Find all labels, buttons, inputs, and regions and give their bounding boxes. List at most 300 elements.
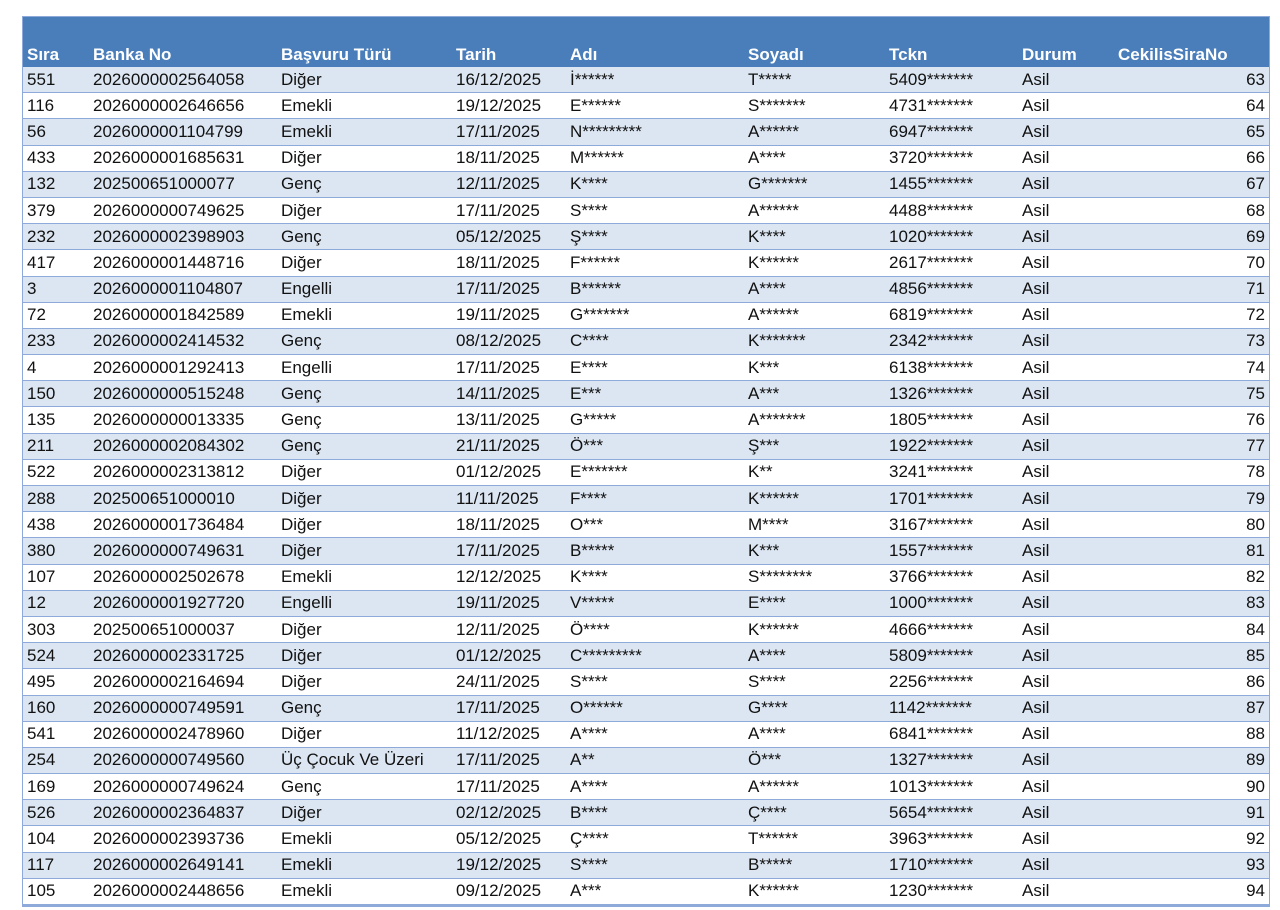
cell-adi: E**** xyxy=(566,355,744,381)
cell-adi: İ****** xyxy=(566,67,744,93)
cell-basvuru-turu: Genç xyxy=(277,171,452,197)
cell-durum: Asil xyxy=(1018,355,1114,381)
cell-soyadi: K** xyxy=(744,459,885,485)
cell-durum: Asil xyxy=(1018,302,1114,328)
cell-sira: 417 xyxy=(23,250,89,276)
cell-sira: 233 xyxy=(23,328,89,354)
cell-adi: A*** xyxy=(566,878,744,904)
cell-cekilis-sira-no: 65 xyxy=(1114,119,1269,145)
table-row[interactable] xyxy=(23,774,1269,800)
cell-durum: Asil xyxy=(1018,800,1114,826)
cell-sira: 551 xyxy=(23,67,89,93)
cell-adi: V***** xyxy=(566,590,744,616)
cell-tckn: 1805******* xyxy=(885,407,1018,433)
cell-sira: 132 xyxy=(23,171,89,197)
table-row[interactable] xyxy=(23,407,1269,433)
cell-banka-no: 2026000002398903 xyxy=(89,224,277,250)
cell-adi: C**** xyxy=(566,328,744,354)
cell-soyadi: Ö*** xyxy=(744,747,885,773)
cell-banka-no: 2026000002564058 xyxy=(89,67,277,93)
cell-soyadi: K*** xyxy=(744,538,885,564)
cell-banka-no: 2026000002364837 xyxy=(89,800,277,826)
table-row[interactable] xyxy=(23,381,1269,407)
cell-basvuru-turu: Emekli xyxy=(277,878,452,904)
cell-adi: Ö**** xyxy=(566,616,744,642)
cell-banka-no: 2026000002478960 xyxy=(89,721,277,747)
cell-cekilis-sira-no: 78 xyxy=(1114,459,1269,485)
cell-adi: K**** xyxy=(566,171,744,197)
cell-soyadi: A******* xyxy=(744,407,885,433)
cell-durum: Asil xyxy=(1018,774,1114,800)
cell-tckn: 1000******* xyxy=(885,590,1018,616)
cell-adi: B**** xyxy=(566,800,744,826)
table-row[interactable] xyxy=(23,355,1269,381)
cell-basvuru-turu: Diğer xyxy=(277,669,452,695)
cell-basvuru-turu: Genç xyxy=(277,224,452,250)
table-row[interactable] xyxy=(23,538,1269,564)
table-row[interactable] xyxy=(23,695,1269,721)
cell-tarih: 02/12/2025 xyxy=(452,800,566,826)
cell-tckn: 1142******* xyxy=(885,695,1018,721)
cell-soyadi: Ş*** xyxy=(744,433,885,459)
cell-tarih: 18/11/2025 xyxy=(452,145,566,171)
cell-adi: O****** xyxy=(566,695,744,721)
cell-cekilis-sira-no: 85 xyxy=(1114,643,1269,669)
cell-soyadi: Ç**** xyxy=(744,800,885,826)
cell-cekilis-sira-no: 94 xyxy=(1114,878,1269,904)
table-row[interactable] xyxy=(23,145,1269,171)
cell-soyadi: A****** xyxy=(744,774,885,800)
cell-basvuru-turu: Diğer xyxy=(277,800,452,826)
cell-basvuru-turu: Diğer xyxy=(277,486,452,512)
table-row[interactable] xyxy=(23,93,1269,119)
cell-sira: 303 xyxy=(23,616,89,642)
cell-sira: 379 xyxy=(23,197,89,223)
cell-cekilis-sira-no: 93 xyxy=(1114,852,1269,878)
cell-cekilis-sira-no: 81 xyxy=(1114,538,1269,564)
cell-adi: E******* xyxy=(566,459,744,485)
table-row[interactable] xyxy=(23,512,1269,538)
cell-sira: 288 xyxy=(23,486,89,512)
cell-tckn: 1710******* xyxy=(885,852,1018,878)
cell-soyadi: K******* xyxy=(744,328,885,354)
cell-tckn: 5409******* xyxy=(885,67,1018,93)
cell-banka-no: 2026000002331725 xyxy=(89,643,277,669)
table-row[interactable] xyxy=(23,328,1269,354)
cell-adi: K**** xyxy=(566,564,744,590)
cell-durum: Asil xyxy=(1018,433,1114,459)
cell-durum: Asil xyxy=(1018,250,1114,276)
cell-sira: 150 xyxy=(23,381,89,407)
cell-basvuru-turu: Genç xyxy=(277,381,452,407)
cell-tckn: 3963******* xyxy=(885,826,1018,852)
table-row[interactable] xyxy=(23,643,1269,669)
cell-sira: 160 xyxy=(23,695,89,721)
cell-cekilis-sira-no: 80 xyxy=(1114,512,1269,538)
cell-banka-no: 2026000000013335 xyxy=(89,407,277,433)
cell-durum: Asil xyxy=(1018,407,1114,433)
cell-banka-no: 2026000001685631 xyxy=(89,145,277,171)
cell-tarih: 24/11/2025 xyxy=(452,669,566,695)
cell-tarih: 11/11/2025 xyxy=(452,486,566,512)
cell-soyadi: A**** xyxy=(744,721,885,747)
cell-soyadi: A*** xyxy=(744,381,885,407)
cell-cekilis-sira-no: 63 xyxy=(1114,67,1269,93)
cell-tckn: 6138******* xyxy=(885,355,1018,381)
cell-soyadi: A****** xyxy=(744,197,885,223)
cell-banka-no: 2026000001842589 xyxy=(89,302,277,328)
cell-banka-no: 2026000002414532 xyxy=(89,328,277,354)
cell-soyadi: K****** xyxy=(744,250,885,276)
cell-durum: Asil xyxy=(1018,486,1114,512)
cell-banka-no: 2026000000749624 xyxy=(89,774,277,800)
cell-soyadi: B***** xyxy=(744,852,885,878)
cell-tarih: 21/11/2025 xyxy=(452,433,566,459)
cell-banka-no: 2026000000749631 xyxy=(89,538,277,564)
cell-sira: 380 xyxy=(23,538,89,564)
cell-basvuru-turu: Diğer xyxy=(277,459,452,485)
cell-tarih: 16/12/2025 xyxy=(452,67,566,93)
cell-tarih: 17/11/2025 xyxy=(452,355,566,381)
cell-adi: M****** xyxy=(566,145,744,171)
cell-cekilis-sira-no: 88 xyxy=(1114,721,1269,747)
cell-durum: Asil xyxy=(1018,67,1114,93)
cell-tarih: 17/11/2025 xyxy=(452,774,566,800)
cell-cekilis-sira-no: 84 xyxy=(1114,616,1269,642)
cell-tarih: 09/12/2025 xyxy=(452,878,566,904)
cell-banka-no: 2026000001448716 xyxy=(89,250,277,276)
cell-cekilis-sira-no: 69 xyxy=(1114,224,1269,250)
cell-soyadi: S**** xyxy=(744,669,885,695)
cell-sira: 56 xyxy=(23,119,89,145)
cell-cekilis-sira-no: 86 xyxy=(1114,669,1269,695)
cell-tckn: 3167******* xyxy=(885,512,1018,538)
cell-soyadi: A**** xyxy=(744,643,885,669)
cell-durum: Asil xyxy=(1018,145,1114,171)
cell-sira: 541 xyxy=(23,721,89,747)
cell-banka-no: 2026000002164694 xyxy=(89,669,277,695)
cell-tckn: 6841******* xyxy=(885,721,1018,747)
table-row[interactable] xyxy=(23,486,1269,512)
cell-adi: A**** xyxy=(566,721,744,747)
cell-tarih: 14/11/2025 xyxy=(452,381,566,407)
cell-tarih: 19/11/2025 xyxy=(452,302,566,328)
cell-banka-no: 2026000001292413 xyxy=(89,355,277,381)
cell-sira: 526 xyxy=(23,800,89,826)
cell-tckn: 1455******* xyxy=(885,171,1018,197)
cell-soyadi: K****** xyxy=(744,616,885,642)
cell-cekilis-sira-no: 79 xyxy=(1114,486,1269,512)
cell-adi: N********* xyxy=(566,119,744,145)
cell-basvuru-turu: Diğer xyxy=(277,643,452,669)
cell-sira: 104 xyxy=(23,826,89,852)
cell-soyadi: A****** xyxy=(744,302,885,328)
cell-sira: 522 xyxy=(23,459,89,485)
cell-basvuru-turu: Diğer xyxy=(277,538,452,564)
table-row[interactable] xyxy=(23,67,1269,93)
cell-basvuru-turu: Genç xyxy=(277,328,452,354)
cell-cekilis-sira-no: 87 xyxy=(1114,695,1269,721)
cell-basvuru-turu: Diğer xyxy=(277,721,452,747)
cell-soyadi: S******* xyxy=(744,93,885,119)
cell-soyadi: A****** xyxy=(744,119,885,145)
results-table xyxy=(23,17,1269,905)
cell-tckn: 2617******* xyxy=(885,250,1018,276)
cell-cekilis-sira-no: 75 xyxy=(1114,381,1269,407)
cell-tarih: 05/12/2025 xyxy=(452,224,566,250)
cell-tckn: 3720******* xyxy=(885,145,1018,171)
cell-banka-no: 2026000002313812 xyxy=(89,459,277,485)
cell-cekilis-sira-no: 83 xyxy=(1114,590,1269,616)
cell-durum: Asil xyxy=(1018,119,1114,145)
cell-adi: Ç**** xyxy=(566,826,744,852)
cell-durum: Asil xyxy=(1018,747,1114,773)
cell-basvuru-turu: Genç xyxy=(277,774,452,800)
cell-tarih: 13/11/2025 xyxy=(452,407,566,433)
cell-tarih: 19/12/2025 xyxy=(452,852,566,878)
cell-sira: 211 xyxy=(23,433,89,459)
cell-basvuru-turu: Emekli xyxy=(277,119,452,145)
cell-durum: Asil xyxy=(1018,197,1114,223)
cell-tarih: 17/11/2025 xyxy=(452,197,566,223)
table-row[interactable] xyxy=(23,119,1269,145)
cell-banka-no: 2026000002502678 xyxy=(89,564,277,590)
cell-tarih: 19/11/2025 xyxy=(452,590,566,616)
cell-durum: Asil xyxy=(1018,328,1114,354)
table-row[interactable] xyxy=(23,721,1269,747)
cell-cekilis-sira-no: 76 xyxy=(1114,407,1269,433)
cell-durum: Asil xyxy=(1018,459,1114,485)
cell-adi: A** xyxy=(566,747,744,773)
header-adi[interactable]: Adı xyxy=(570,45,598,64)
cell-sira: 105 xyxy=(23,878,89,904)
cell-banka-no: 2026000001104807 xyxy=(89,276,277,302)
cell-banka-no: 2026000002448656 xyxy=(89,878,277,904)
cell-banka-no: 202500651000077 xyxy=(89,171,277,197)
cell-basvuru-turu: Üç Çocuk Ve Üzeri xyxy=(277,747,452,773)
cell-durum: Asil xyxy=(1018,381,1114,407)
cell-sira: 232 xyxy=(23,224,89,250)
table-row[interactable] xyxy=(23,852,1269,878)
cell-soyadi: K****** xyxy=(744,878,885,904)
cell-banka-no: 202500651000010 xyxy=(89,486,277,512)
cell-soyadi: S******** xyxy=(744,564,885,590)
cell-basvuru-turu: Emekli xyxy=(277,93,452,119)
cell-tckn: 1020******* xyxy=(885,224,1018,250)
cell-basvuru-turu: Engelli xyxy=(277,276,452,302)
cell-adi: G******* xyxy=(566,302,744,328)
cell-soyadi: K****** xyxy=(744,486,885,512)
cell-banka-no: 2026000001104799 xyxy=(89,119,277,145)
cell-tckn: 3766******* xyxy=(885,564,1018,590)
table-row[interactable] xyxy=(23,826,1269,852)
cell-banka-no: 2026000000749625 xyxy=(89,197,277,223)
cell-adi: F**** xyxy=(566,486,744,512)
header-cekilis-sira-no[interactable]: CekilisSiraNo xyxy=(1118,45,1228,64)
table-row[interactable] xyxy=(23,459,1269,485)
cell-sira: 254 xyxy=(23,747,89,773)
cell-soyadi: G**** xyxy=(744,695,885,721)
cell-tarih: 08/12/2025 xyxy=(452,328,566,354)
cell-basvuru-turu: Diğer xyxy=(277,67,452,93)
cell-basvuru-turu: Genç xyxy=(277,433,452,459)
cell-adi: O*** xyxy=(566,512,744,538)
cell-durum: Asil xyxy=(1018,276,1114,302)
cell-tarih: 18/11/2025 xyxy=(452,250,566,276)
cell-sira: 117 xyxy=(23,852,89,878)
cell-banka-no: 2026000002649141 xyxy=(89,852,277,878)
cell-banka-no: 2026000001927720 xyxy=(89,590,277,616)
cell-tarih: 05/12/2025 xyxy=(452,826,566,852)
header-sira[interactable]: Sıra xyxy=(27,45,60,64)
cell-adi: A**** xyxy=(566,774,744,800)
cell-basvuru-turu: Engelli xyxy=(277,355,452,381)
cell-basvuru-turu: Diğer xyxy=(277,145,452,171)
cell-soyadi: T***** xyxy=(744,67,885,93)
cell-soyadi: E**** xyxy=(744,590,885,616)
cell-adi: E*** xyxy=(566,381,744,407)
table-row[interactable] xyxy=(23,250,1269,276)
cell-cekilis-sira-no: 73 xyxy=(1114,328,1269,354)
cell-tarih: 17/11/2025 xyxy=(452,119,566,145)
cell-cekilis-sira-no: 67 xyxy=(1114,171,1269,197)
header-soyadi[interactable]: Soyadı xyxy=(748,45,804,64)
lottery-results-sheet xyxy=(22,16,1270,907)
header-tarih[interactable]: Tarih xyxy=(456,45,497,64)
cell-basvuru-turu: Genç xyxy=(277,695,452,721)
header-row xyxy=(23,17,1269,67)
table-row[interactable] xyxy=(23,878,1269,904)
cell-soyadi: G******* xyxy=(744,171,885,197)
header-tckn[interactable]: Tckn xyxy=(889,45,928,64)
cell-soyadi: A**** xyxy=(744,276,885,302)
cell-tckn: 2342******* xyxy=(885,328,1018,354)
cell-soyadi: K**** xyxy=(744,224,885,250)
table-row[interactable] xyxy=(23,171,1269,197)
cell-tckn: 1922******* xyxy=(885,433,1018,459)
cell-tckn: 1230******* xyxy=(885,878,1018,904)
cell-cekilis-sira-no: 71 xyxy=(1114,276,1269,302)
cell-soyadi: K*** xyxy=(744,355,885,381)
cell-cekilis-sira-no: 91 xyxy=(1114,800,1269,826)
cell-durum: Asil xyxy=(1018,669,1114,695)
cell-tckn: 4488******* xyxy=(885,197,1018,223)
cell-soyadi: T****** xyxy=(744,826,885,852)
cell-tarih: 12/11/2025 xyxy=(452,616,566,642)
cell-durum: Asil xyxy=(1018,643,1114,669)
cell-sira: 135 xyxy=(23,407,89,433)
table-body xyxy=(23,67,1269,905)
cell-tarih: 18/11/2025 xyxy=(452,512,566,538)
cell-tckn: 1701******* xyxy=(885,486,1018,512)
cell-tckn: 1326******* xyxy=(885,381,1018,407)
table-row[interactable] xyxy=(23,747,1269,773)
table-row[interactable] xyxy=(23,433,1269,459)
cell-sira: 4 xyxy=(23,355,89,381)
cell-tarih: 17/11/2025 xyxy=(452,276,566,302)
cell-cekilis-sira-no: 90 xyxy=(1114,774,1269,800)
header-banka-no[interactable]: Banka No xyxy=(93,45,172,64)
cell-tckn: 4731******* xyxy=(885,93,1018,119)
cell-durum: Asil xyxy=(1018,878,1114,904)
cell-cekilis-sira-no: 72 xyxy=(1114,302,1269,328)
cell-cekilis-sira-no: 74 xyxy=(1114,355,1269,381)
cell-banka-no: 2026000002646656 xyxy=(89,93,277,119)
cell-adi: S**** xyxy=(566,197,744,223)
cell-durum: Asil xyxy=(1018,93,1114,119)
cell-sira: 12 xyxy=(23,590,89,616)
header-basvuru-turu[interactable]: Başvuru Türü xyxy=(281,45,392,64)
cell-sira: 524 xyxy=(23,643,89,669)
table-row[interactable] xyxy=(23,800,1269,826)
cell-adi: F****** xyxy=(566,250,744,276)
cell-adi: C********* xyxy=(566,643,744,669)
cell-basvuru-turu: Emekli xyxy=(277,826,452,852)
cell-tckn: 5654******* xyxy=(885,800,1018,826)
cell-durum: Asil xyxy=(1018,590,1114,616)
cell-durum: Asil xyxy=(1018,616,1114,642)
cell-cekilis-sira-no: 66 xyxy=(1114,145,1269,171)
cell-soyadi: M**** xyxy=(744,512,885,538)
cell-cekilis-sira-no: 70 xyxy=(1114,250,1269,276)
cell-basvuru-turu: Emekli xyxy=(277,564,452,590)
cell-adi: S**** xyxy=(566,669,744,695)
cell-basvuru-turu: Emekli xyxy=(277,852,452,878)
cell-banka-no: 2026000001736484 xyxy=(89,512,277,538)
cell-sira: 116 xyxy=(23,93,89,119)
cell-sira: 107 xyxy=(23,564,89,590)
table-row[interactable] xyxy=(23,276,1269,302)
table-row[interactable] xyxy=(23,564,1269,590)
cell-tckn: 5809******* xyxy=(885,643,1018,669)
cell-cekilis-sira-no: 82 xyxy=(1114,564,1269,590)
cell-sira: 169 xyxy=(23,774,89,800)
cell-cekilis-sira-no: 77 xyxy=(1114,433,1269,459)
cell-basvuru-turu: Engelli xyxy=(277,590,452,616)
table-row[interactable] xyxy=(23,669,1269,695)
cell-tarih: 11/12/2025 xyxy=(452,721,566,747)
cell-cekilis-sira-no: 89 xyxy=(1114,747,1269,773)
cell-tarih: 19/12/2025 xyxy=(452,93,566,119)
cell-durum: Asil xyxy=(1018,224,1114,250)
table-row[interactable] xyxy=(23,616,1269,642)
cell-tckn: 1327******* xyxy=(885,747,1018,773)
table-row[interactable] xyxy=(23,590,1269,616)
cell-basvuru-turu: Diğer xyxy=(277,512,452,538)
table-row[interactable] xyxy=(23,197,1269,223)
header-durum[interactable]: Durum xyxy=(1022,45,1077,64)
table-row[interactable] xyxy=(23,224,1269,250)
cell-soyadi: A**** xyxy=(744,145,885,171)
cell-tckn: 4666******* xyxy=(885,616,1018,642)
cell-cekilis-sira-no: 68 xyxy=(1114,197,1269,223)
cell-durum: Asil xyxy=(1018,826,1114,852)
cell-basvuru-turu: Genç xyxy=(277,407,452,433)
cell-sira: 495 xyxy=(23,669,89,695)
table-row[interactable] xyxy=(23,302,1269,328)
cell-tarih: 12/12/2025 xyxy=(452,564,566,590)
cell-tckn: 3241******* xyxy=(885,459,1018,485)
cell-banka-no: 2026000002393736 xyxy=(89,826,277,852)
cell-sira: 3 xyxy=(23,276,89,302)
cell-durum: Asil xyxy=(1018,538,1114,564)
cell-basvuru-turu: Diğer xyxy=(277,250,452,276)
cell-basvuru-turu: Emekli xyxy=(277,302,452,328)
cell-tckn: 2256******* xyxy=(885,669,1018,695)
cell-tarih: 17/11/2025 xyxy=(452,538,566,564)
cell-adi: Ş**** xyxy=(566,224,744,250)
cell-sira: 72 xyxy=(23,302,89,328)
